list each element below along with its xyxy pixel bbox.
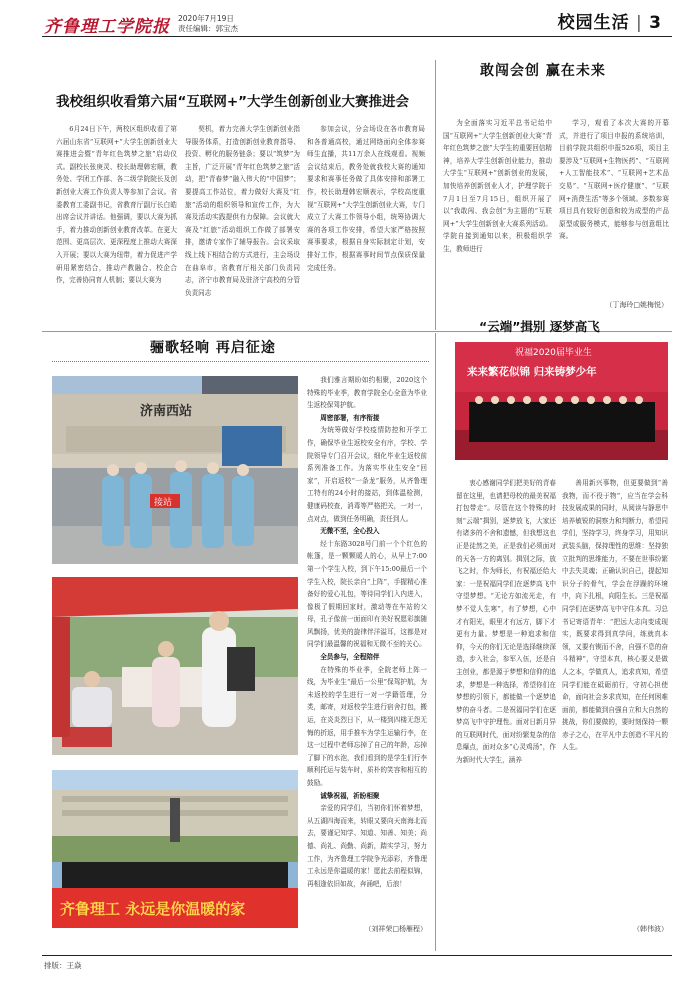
- masthead-rule: [42, 36, 672, 37]
- yun-article-col-1: 衷心感谢同学们把美好的青春留在这里，也请把母校的最美祝福打包带走”。尽管在这个特殊的时刻“云端”揖别，逐梦放飞，大家还有诸多的不舍和遗憾，但我想这也正是徒然之美，正是我们必须面对的天各一方的离别。揖别之际，放飞之时，作为师长，有祝福还给大家：一是祝福同学们在逐梦高飞中守望梦想。“无论方如流光走，有梦不觉人生寒”，有了梦想，心中才有阳光，眼里才有远方，脚下才更有力量。梦想是一种追求和信仰，今天的你们无论是选择继续深造，步入社会，参军入伍，还是自主创业，都是源于梦想和信仰的追求，梦想是一种选择，希望你们在梦想的引领下，都能做一个逐梦追梦的奋斗者。二是祝福同学们在逐梦高飞中守护理性。面对日新月异的互联网时代，面对纷繁复杂的信息爆点，面对众多“心灵鸡汤”，作为新时代大学生，涵养: [456, 479, 556, 765]
- masthead-info: [178, 14, 238, 34]
- main-article-col-1: 6月24日下午，两校区组织收看了第六届山东省“互联网+”大学生创新创业大赛推进会暨“青年红色筑梦之旅”启动仪式。副校长张庚灵、校长助理韩宏顺，教务处、学团工作部、各二级学院院长及创新创业大赛工作负责人等参加了会议。省委教育工委副书记，省教育厅副厅长白皓出席会议并讲话。他强调，要以大赛为抓手，着力推动创新创业教育改革。在更大范围、更高层次、更深程度上推动大赛深入开展；要以大赛为纽带，着力促进产学研用紧密结合，推动产教融合、校企合作，完善协同育人机制；要以大赛为: [56, 125, 177, 285]
- layout-credit: 排版：王焱: [44, 961, 82, 970]
- newspaper-logo: 齐鲁理工学院报: [44, 17, 170, 37]
- graduates-photo: [52, 770, 298, 928]
- gem-article-col-2: 学习，观看了本次大赛的开幕式，并进行了项目申报的系统培训，目前学院共组织申报526项，项目主要涉及“互联网+生物医药”、“互联网+人工智能技术”、“互联网+艺术品交易”、“互联网+医疗健康”、“互联网+消费生活”等多个领域。多数参赛项目具有较好创意和较为成型的产品原型或服务模式，能够参与创意组比赛。: [559, 119, 669, 241]
- graduation-ceremony-photo: [455, 342, 668, 460]
- yun-article-col-2: 善用新兴事物，但更要做到“善我物，而不役于物”，应当在学会科技发展成果的同时，从阅读与静思中培养敏锐的洞察力和判断力，希望同学们，坚持学习，终身学习，用知识武装头脑，保持理性的思维：坚持独立批判的思维能力，不要在世事纷繁中去失灵魂；正确认识自己，提起知识分子的骨气，学会在浮躁的环境中，向下扎根，向阳生长。三是祝福同学们在逐梦高飞中守住本真。习总书记寄语青年：“把远大志向变成现实，既要求得到真学问，练就真本领，又要有锲而不舍，自强不息的奋斗精神”，守望本真，核心要义是做人之本，学做真人，追求真知，希望同学们能在砥砺前行，守初心担使命，面向社会多求真知，在任何困难面前，都能做到自强自立和大自然的挑战，你们要做的，要时刻保持一颗赤子之心，在平凡中去创造不平凡的人生。: [562, 479, 668, 752]
- station-welcome-photo: [52, 376, 298, 564]
- yun-article-headline: “云端”揖别 逐梦高飞: [479, 319, 600, 334]
- main-article-col-3: 参加会议，分会场设在各市教育局和各普通高校，通过网络面向全体参赛师生直播，共11万余人在线观看。视频会议结束后，教务处就我校大赛的通知要求和赛事任务做了具体安排和部署工作，校长助理韩宏顺表示，学校高度重视“互联网+”大学生创新创业大赛，专门成立了大赛工作领导小组，统筹协调大赛的各项工作安排，希望大家严格按照赛事要求，根据自身实际制定计划，安排好工作，根据赛事时间节点保质保量完成任务。: [307, 125, 425, 272]
- main-article-headline: 我校组织收看第六届“互联网+”大学生创新创业大赛推进会: [56, 94, 410, 110]
- gem-article-col-1: 为全面落实习近平总书记给中国“互联网+”大学生创新创业大赛“青年红色筑梦之旅”大学生的重要回信精神，培养大学生创新创业能力，推动大学生“互联网+”创新创业的发展，加快培养创新创业人才，护理学院于7月1日至7月15日，组织开展了以“我敢闯、我会创”为主题的“互联网+”大学生创新创业大赛系列活动。学院自接到通知以来，积极组织学生，教师进行: [443, 119, 552, 253]
- ceremony-banner-text: 祝福2020届毕业生: [515, 348, 592, 358]
- section-title: 校园生活 | 3: [557, 13, 662, 33]
- column-divider-lower: [435, 333, 436, 951]
- ceremony-slogan-text: 来来繁花似锦 归来铸梦少年: [467, 366, 597, 378]
- footer-rule: [42, 955, 672, 956]
- li-article-headline: 骊歌轻响 再启征途: [150, 340, 276, 356]
- gem-article-headline: 敢闯会创 赢在未来: [480, 63, 606, 79]
- main-article-col-2: 契机，着力完善大学生创新创业指导服务体系，打造创新创业教育指导、投资、孵化的服务链条；要以“筑梦”为主旨，广泛开展“青年红色筑梦之旅”活动，把“青春梦”融入伟大的“中国梦”；要提高工作站位，着力做好大赛及“红旅”活动的组织领导和宣传工作，为大赛及活动实践提供有力保障。会议就大赛及“红旅”活动组织工作做了部署安排，邀请专家作了辅导报告。会议采取线上线下相结合的方式进行，主会场设在曲阜市，省教育厅相关部门负责同志，济宁市教育局及驻济宁高校的分管负责同志: [185, 125, 300, 297]
- li-article-body: 我们雅言期盼如约相聚，2020这个特殊的毕业季，教育学院全心全意为毕业生返校保驾护航。 周密部署，有序衔接 为统筹做好学校疫情防控和开学工作，确保毕业生返校安全有序，学校、学院领导专门召开会议，细化毕业生返校前系列准备工作。为落实毕业生安全“回家”，开启返校“一条龙”服务，从齐鲁理工特有的24小时的接站，到体温检测，健康码校查，消毒等严格把关，一对一，点对点，做到任务明确，责任到人。 无微不至，全心投入 经十东路3028号门前一个个红色的帐篷，是一颗颗暖人的心，从早上7:00第一个学生入校，到下午15:00最后一个学生入校，院长亲自“上阵”，手握精心准备好的爱心礼包，等待同学们入内进入，像极了假期回家时，激动等在车站的父母，孔子像前一面面印有美好祝愿彩旗随风飘扬，优美的旋律伴洋溢耳，这都是对同学们最温馨的祝福和无微不至的关心。 全员参与，全程陪伴 在特殊的毕业季，全院老师上阵一线，为毕业生“最后一公里”保驾护航，为未返校的学生进行一对一学籍管理，分类，邮寄，对返校学生进行宿舍打包，搬运，在炎炎烈日下，从一楼到四楼无怨无悔的折返，用手推车为学生运输行李，在这一过程中老师忘掉了自己的年龄，忘掉了脚下的水泡，我们看到的是学生们行李顺利托运与装车时，质朴的笑容和相互的鼓励。 诚挚祝福，祈盼相聚 亲爱的同学们，当初你们怀着梦想，从五湖四海而来，转眼又要向天南海北而去，要谨记知学、知道、知善、知美；尚德、尚礼、尚勤、尚新，踏实学习，努力工作，为齐鲁理工学院争光添彩，齐鲁理工永远是你温暖的家！愿此去前程似锦，再相逢依旧如故，奔涌吧，后浪！: [307, 376, 427, 888]
- station-sign-text: 济南西站: [140, 404, 193, 419]
- li-headline-rule: [52, 361, 429, 362]
- editor-line: 责任编辑：郭宝杰: [178, 24, 238, 33]
- page-number: 3: [649, 13, 662, 33]
- welcome-placard-text: 接站: [154, 498, 173, 508]
- graduates-banner-text: 齐鲁理工 永远是你温暖的家: [60, 900, 246, 918]
- gift-tent-photo: [52, 577, 298, 755]
- yun-article-byline: （韩伟波）: [633, 925, 668, 933]
- gem-article-byline: （丁海玲□姚梅悦）: [605, 301, 668, 309]
- li-article-byline: （刘祥荣□杨雁程）: [364, 925, 427, 933]
- issue-date: 2020年7月19日: [178, 14, 234, 23]
- section-name: 校园生活: [557, 13, 630, 33]
- column-divider: [435, 60, 436, 330]
